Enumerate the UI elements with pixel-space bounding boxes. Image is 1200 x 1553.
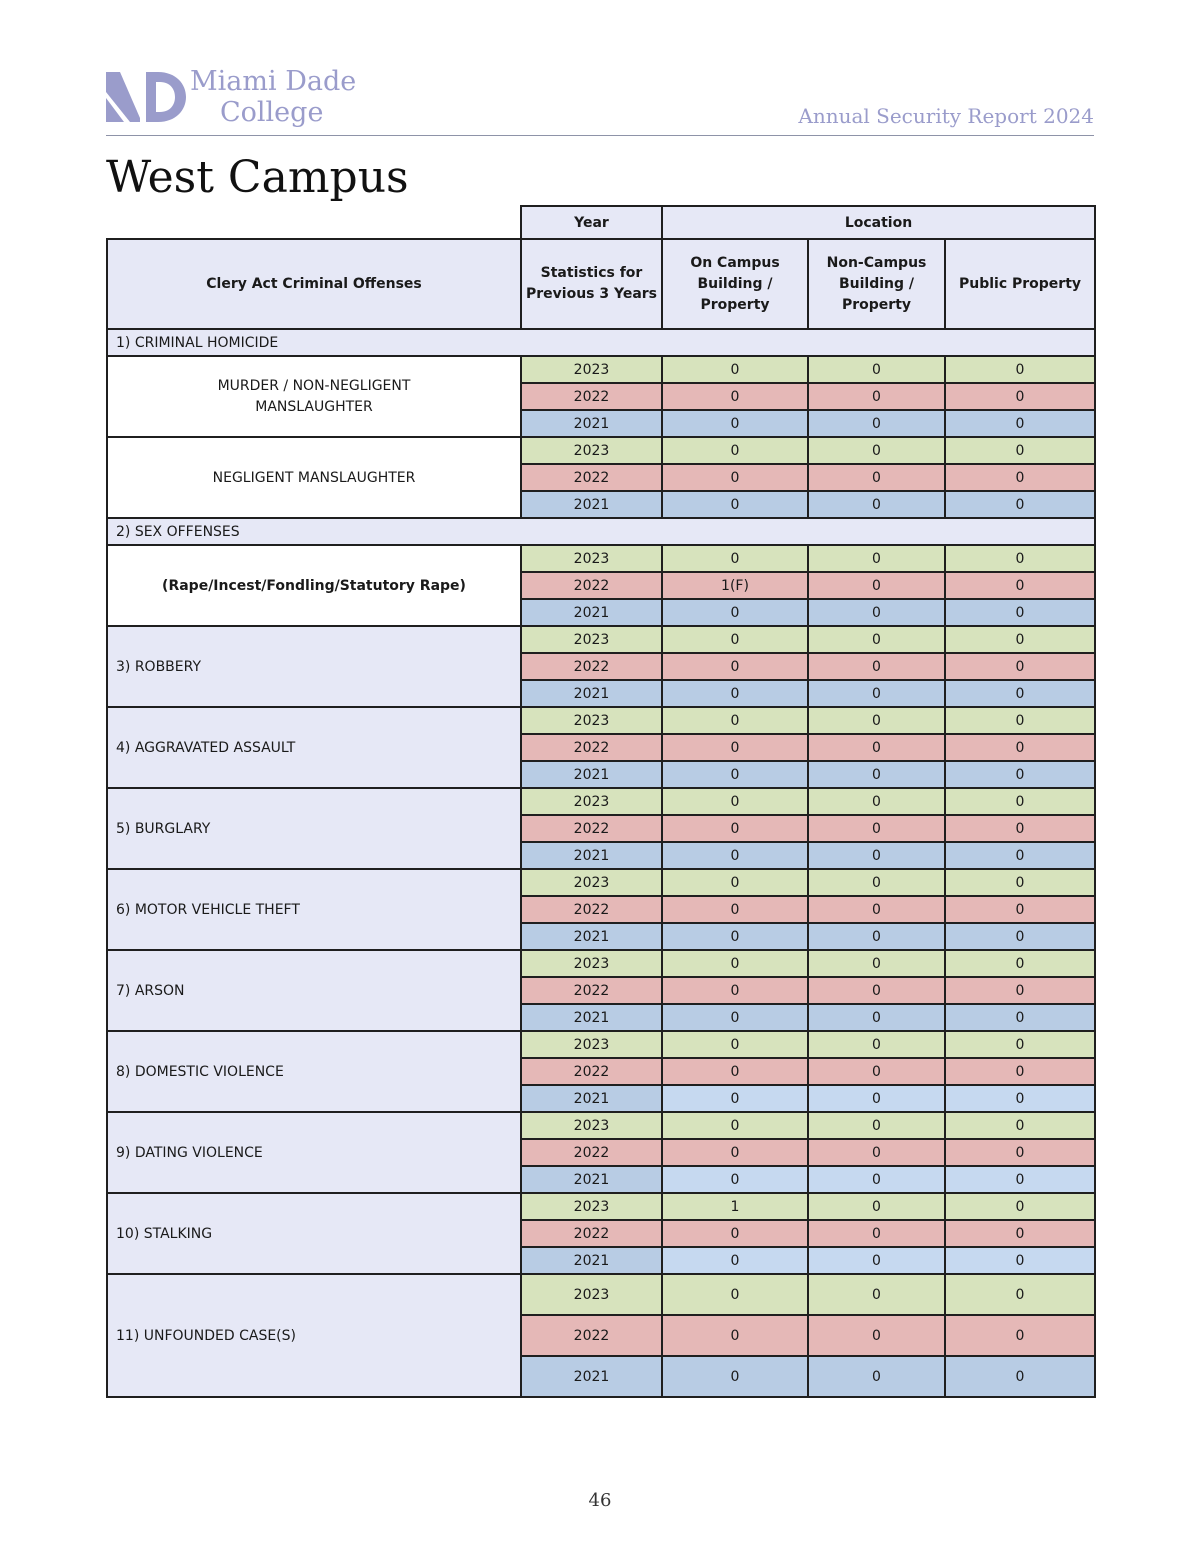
non-campus-cell: 0: [808, 626, 945, 653]
on-campus-cell: 1(F): [662, 572, 808, 599]
on-campus-cell: 0: [662, 1004, 808, 1031]
on-campus-cell: 0: [662, 761, 808, 788]
table-row: [107, 707, 1095, 734]
year-cell: 2023: [521, 1274, 662, 1315]
table-row: [107, 1031, 1095, 1058]
col-header-year: Statistics for Previous 3 Years: [521, 239, 662, 329]
group-header-row: [107, 206, 1095, 239]
public-property-cell: 0: [945, 1112, 1095, 1139]
col-header-on-campus: On Campus Building / Property: [662, 239, 808, 329]
offense-group: [107, 626, 1095, 707]
non-campus-cell: 0: [808, 761, 945, 788]
year-cell: 2023: [521, 545, 662, 572]
non-campus-cell: 0: [808, 977, 945, 1004]
public-property-cell: 0: [945, 788, 1095, 815]
non-campus-cell: 0: [808, 842, 945, 869]
year-cell: 2023: [521, 437, 662, 464]
on-campus-cell: 0: [662, 626, 808, 653]
column-header-row: [107, 239, 1095, 329]
year-cell: 2022: [521, 383, 662, 410]
on-campus-cell: 0: [662, 1085, 808, 1112]
crime-statistics-table-wrapper: [106, 205, 1094, 1398]
year-cell: 2022: [521, 1220, 662, 1247]
year-cell: 2022: [521, 1139, 662, 1166]
col-header-offense: Clery Act Criminal Offenses: [107, 239, 521, 329]
report-title: Annual Security Report 2024: [798, 104, 1094, 128]
public-property-cell: 0: [945, 1193, 1095, 1220]
table-row: [107, 950, 1095, 977]
on-campus-cell: 0: [662, 1220, 808, 1247]
offense-group: [107, 950, 1095, 1031]
year-cell: 2023: [521, 707, 662, 734]
on-campus-cell: 0: [662, 545, 808, 572]
table-row: [107, 356, 1095, 383]
year-cell: 2022: [521, 1058, 662, 1085]
on-campus-cell: 0: [662, 1112, 808, 1139]
public-property-cell: 0: [945, 491, 1095, 518]
on-campus-cell: 0: [662, 815, 808, 842]
year-cell: 2022: [521, 815, 662, 842]
location-group-header: Location: [662, 206, 1095, 239]
crime-statistics-table: [106, 205, 1096, 1398]
blank-corner: [107, 206, 521, 239]
offense-group: [107, 545, 1095, 626]
col-header-public-property: Public Property: [945, 239, 1095, 329]
col-header-non-campus: Non-Campus Building / Property: [808, 239, 945, 329]
on-campus-cell: 0: [662, 1315, 808, 1356]
public-property-cell: 0: [945, 437, 1095, 464]
public-property-cell: 0: [945, 626, 1095, 653]
year-cell: 2021: [521, 1166, 662, 1193]
non-campus-cell: 0: [808, 356, 945, 383]
non-campus-cell: 0: [808, 734, 945, 761]
on-campus-cell: 0: [662, 788, 808, 815]
offense-label: 3) ROBBERY: [107, 626, 521, 707]
table-row: [107, 437, 1095, 464]
on-campus-cell: 0: [662, 1058, 808, 1085]
offense-group: [107, 437, 1095, 518]
page-title: West Campus: [106, 152, 409, 203]
year-cell: 2021: [521, 761, 662, 788]
year-cell: 2022: [521, 734, 662, 761]
on-campus-cell: 0: [662, 437, 808, 464]
non-campus-cell: 0: [808, 599, 945, 626]
offense-label: 7) ARSON: [107, 950, 521, 1031]
public-property-cell: 0: [945, 1004, 1095, 1031]
non-campus-cell: 0: [808, 1247, 945, 1274]
public-property-cell: 0: [945, 707, 1095, 734]
page-number: 46: [588, 1490, 612, 1511]
non-campus-cell: 0: [808, 923, 945, 950]
non-campus-cell: 0: [808, 383, 945, 410]
public-property-cell: 0: [945, 950, 1095, 977]
offense-group: [107, 869, 1095, 950]
year-cell: 2023: [521, 356, 662, 383]
public-property-cell: 0: [945, 842, 1095, 869]
section-row: [107, 518, 1095, 545]
non-campus-cell: 0: [808, 1112, 945, 1139]
offense-label: 5) BURGLARY: [107, 788, 521, 869]
college-logo-mark: [106, 70, 186, 124]
on-campus-cell: 0: [662, 896, 808, 923]
public-property-cell: 0: [945, 1356, 1095, 1397]
on-campus-cell: 0: [662, 383, 808, 410]
on-campus-cell: 0: [662, 1356, 808, 1397]
year-cell: 2022: [521, 977, 662, 1004]
year-cell: 2021: [521, 842, 662, 869]
year-cell: 2023: [521, 869, 662, 896]
year-cell: 2022: [521, 896, 662, 923]
year-cell: 2021: [521, 1085, 662, 1112]
on-campus-cell: 0: [662, 869, 808, 896]
non-campus-cell: 0: [808, 1139, 945, 1166]
on-campus-cell: 0: [662, 1139, 808, 1166]
public-property-cell: 0: [945, 1315, 1095, 1356]
public-property-cell: 0: [945, 464, 1095, 491]
public-property-cell: 0: [945, 356, 1095, 383]
table-row: [107, 1193, 1095, 1220]
public-property-cell: 0: [945, 977, 1095, 1004]
on-campus-cell: 0: [662, 464, 808, 491]
year-cell: 2021: [521, 680, 662, 707]
on-campus-cell: 0: [662, 680, 808, 707]
non-campus-cell: 0: [808, 1166, 945, 1193]
public-property-cell: 0: [945, 1058, 1095, 1085]
offense-group: [107, 1193, 1095, 1274]
year-cell: 2021: [521, 410, 662, 437]
college-name: [190, 66, 356, 128]
non-campus-cell: 0: [808, 1085, 945, 1112]
year-cell: 2021: [521, 1004, 662, 1031]
public-property-cell: 0: [945, 653, 1095, 680]
year-cell: 2022: [521, 464, 662, 491]
on-campus-cell: 0: [662, 923, 808, 950]
offense-group: [107, 788, 1095, 869]
on-campus-cell: 0: [662, 1247, 808, 1274]
offense-label: 4) AGGRAVATED ASSAULT: [107, 707, 521, 788]
non-campus-cell: 0: [808, 572, 945, 599]
college-name-line1: Miami Dade: [190, 66, 357, 97]
year-cell: 2023: [521, 1031, 662, 1058]
year-cell: 2022: [521, 1315, 662, 1356]
offense-group: [107, 707, 1095, 788]
year-cell: 2023: [521, 950, 662, 977]
public-property-cell: 0: [945, 815, 1095, 842]
non-campus-cell: 0: [808, 1274, 945, 1315]
on-campus-cell: 0: [662, 842, 808, 869]
offense-label: (Rape/Incest/Fondling/Statutory Rape): [107, 545, 521, 626]
non-campus-cell: 0: [808, 464, 945, 491]
non-campus-cell: 0: [808, 1356, 945, 1397]
on-campus-cell: 0: [662, 1166, 808, 1193]
offense-group: [107, 356, 1095, 437]
on-campus-cell: 0: [662, 410, 808, 437]
on-campus-cell: 0: [662, 491, 808, 518]
on-campus-cell: 0: [662, 599, 808, 626]
public-property-cell: 0: [945, 383, 1095, 410]
on-campus-cell: 0: [662, 1274, 808, 1315]
public-property-cell: 0: [945, 1139, 1095, 1166]
table-row: [107, 626, 1095, 653]
offense-label: 9) DATING VIOLENCE: [107, 1112, 521, 1193]
header-divider: [106, 135, 1094, 136]
non-campus-cell: 0: [808, 545, 945, 572]
non-campus-cell: 0: [808, 1004, 945, 1031]
year-cell: 2023: [521, 1112, 662, 1139]
public-property-cell: 0: [945, 599, 1095, 626]
on-campus-cell: 0: [662, 1031, 808, 1058]
non-campus-cell: 0: [808, 410, 945, 437]
on-campus-cell: 1: [662, 1193, 808, 1220]
section-sex-offenses: 2) SEX OFFENSES: [107, 518, 1095, 545]
non-campus-cell: 0: [808, 950, 945, 977]
non-campus-cell: 0: [808, 869, 945, 896]
public-property-cell: 0: [945, 1220, 1095, 1247]
offense-group: [107, 1112, 1095, 1193]
table-row: [107, 1274, 1095, 1315]
on-campus-cell: 0: [662, 734, 808, 761]
public-property-cell: 0: [945, 923, 1095, 950]
year-group-header: Year: [521, 206, 662, 239]
public-property-cell: 0: [945, 1031, 1095, 1058]
year-cell: 2021: [521, 1356, 662, 1397]
non-campus-cell: 0: [808, 1031, 945, 1058]
year-cell: 2021: [521, 599, 662, 626]
public-property-cell: 0: [945, 572, 1095, 599]
public-property-cell: 0: [945, 1247, 1095, 1274]
year-cell: 2023: [521, 626, 662, 653]
offense-label: 11) UNFOUNDED CASE(S): [107, 1274, 521, 1397]
non-campus-cell: 0: [808, 1220, 945, 1247]
year-cell: 2021: [521, 1247, 662, 1274]
table-row: [107, 1112, 1095, 1139]
offense-label: NEGLIGENT MANSLAUGHTER: [107, 437, 521, 518]
year-cell: 2022: [521, 572, 662, 599]
non-campus-cell: 0: [808, 1315, 945, 1356]
public-property-cell: 0: [945, 680, 1095, 707]
on-campus-cell: 0: [662, 653, 808, 680]
public-property-cell: 0: [945, 869, 1095, 896]
non-campus-cell: 0: [808, 491, 945, 518]
section-criminal-homicide: 1) CRIMINAL HOMICIDE: [107, 329, 1095, 356]
non-campus-cell: 0: [808, 1193, 945, 1220]
offense-label: 10) STALKING: [107, 1193, 521, 1274]
non-campus-cell: 0: [808, 437, 945, 464]
year-cell: 2023: [521, 788, 662, 815]
on-campus-cell: 0: [662, 707, 808, 734]
offense-label: MURDER / NON-NEGLIGENT MANSLAUGHTER: [107, 356, 521, 437]
non-campus-cell: 0: [808, 896, 945, 923]
non-campus-cell: 0: [808, 788, 945, 815]
non-campus-cell: 0: [808, 1058, 945, 1085]
year-cell: 2022: [521, 653, 662, 680]
public-property-cell: 0: [945, 896, 1095, 923]
table-row: [107, 788, 1095, 815]
offense-label: 6) MOTOR VEHICLE THEFT: [107, 869, 521, 950]
offense-label: 8) DOMESTIC VIOLENCE: [107, 1031, 521, 1112]
public-property-cell: 0: [945, 1274, 1095, 1315]
non-campus-cell: 0: [808, 707, 945, 734]
year-cell: 2021: [521, 491, 662, 518]
table-row: [107, 869, 1095, 896]
offense-group: [107, 1031, 1095, 1112]
non-campus-cell: 0: [808, 680, 945, 707]
table-row: [107, 545, 1095, 572]
college-name-line2: College: [220, 97, 324, 128]
public-property-cell: 0: [945, 734, 1095, 761]
year-cell: 2021: [521, 923, 662, 950]
on-campus-cell: 0: [662, 950, 808, 977]
public-property-cell: 0: [945, 410, 1095, 437]
non-campus-cell: 0: [808, 815, 945, 842]
non-campus-cell: 0: [808, 653, 945, 680]
public-property-cell: 0: [945, 1085, 1095, 1112]
offense-group: [107, 1274, 1095, 1397]
section-row: [107, 329, 1095, 356]
on-campus-cell: 0: [662, 356, 808, 383]
public-property-cell: 0: [945, 545, 1095, 572]
on-campus-cell: 0: [662, 977, 808, 1004]
public-property-cell: 0: [945, 761, 1095, 788]
year-cell: 2023: [521, 1193, 662, 1220]
public-property-cell: 0: [945, 1166, 1095, 1193]
